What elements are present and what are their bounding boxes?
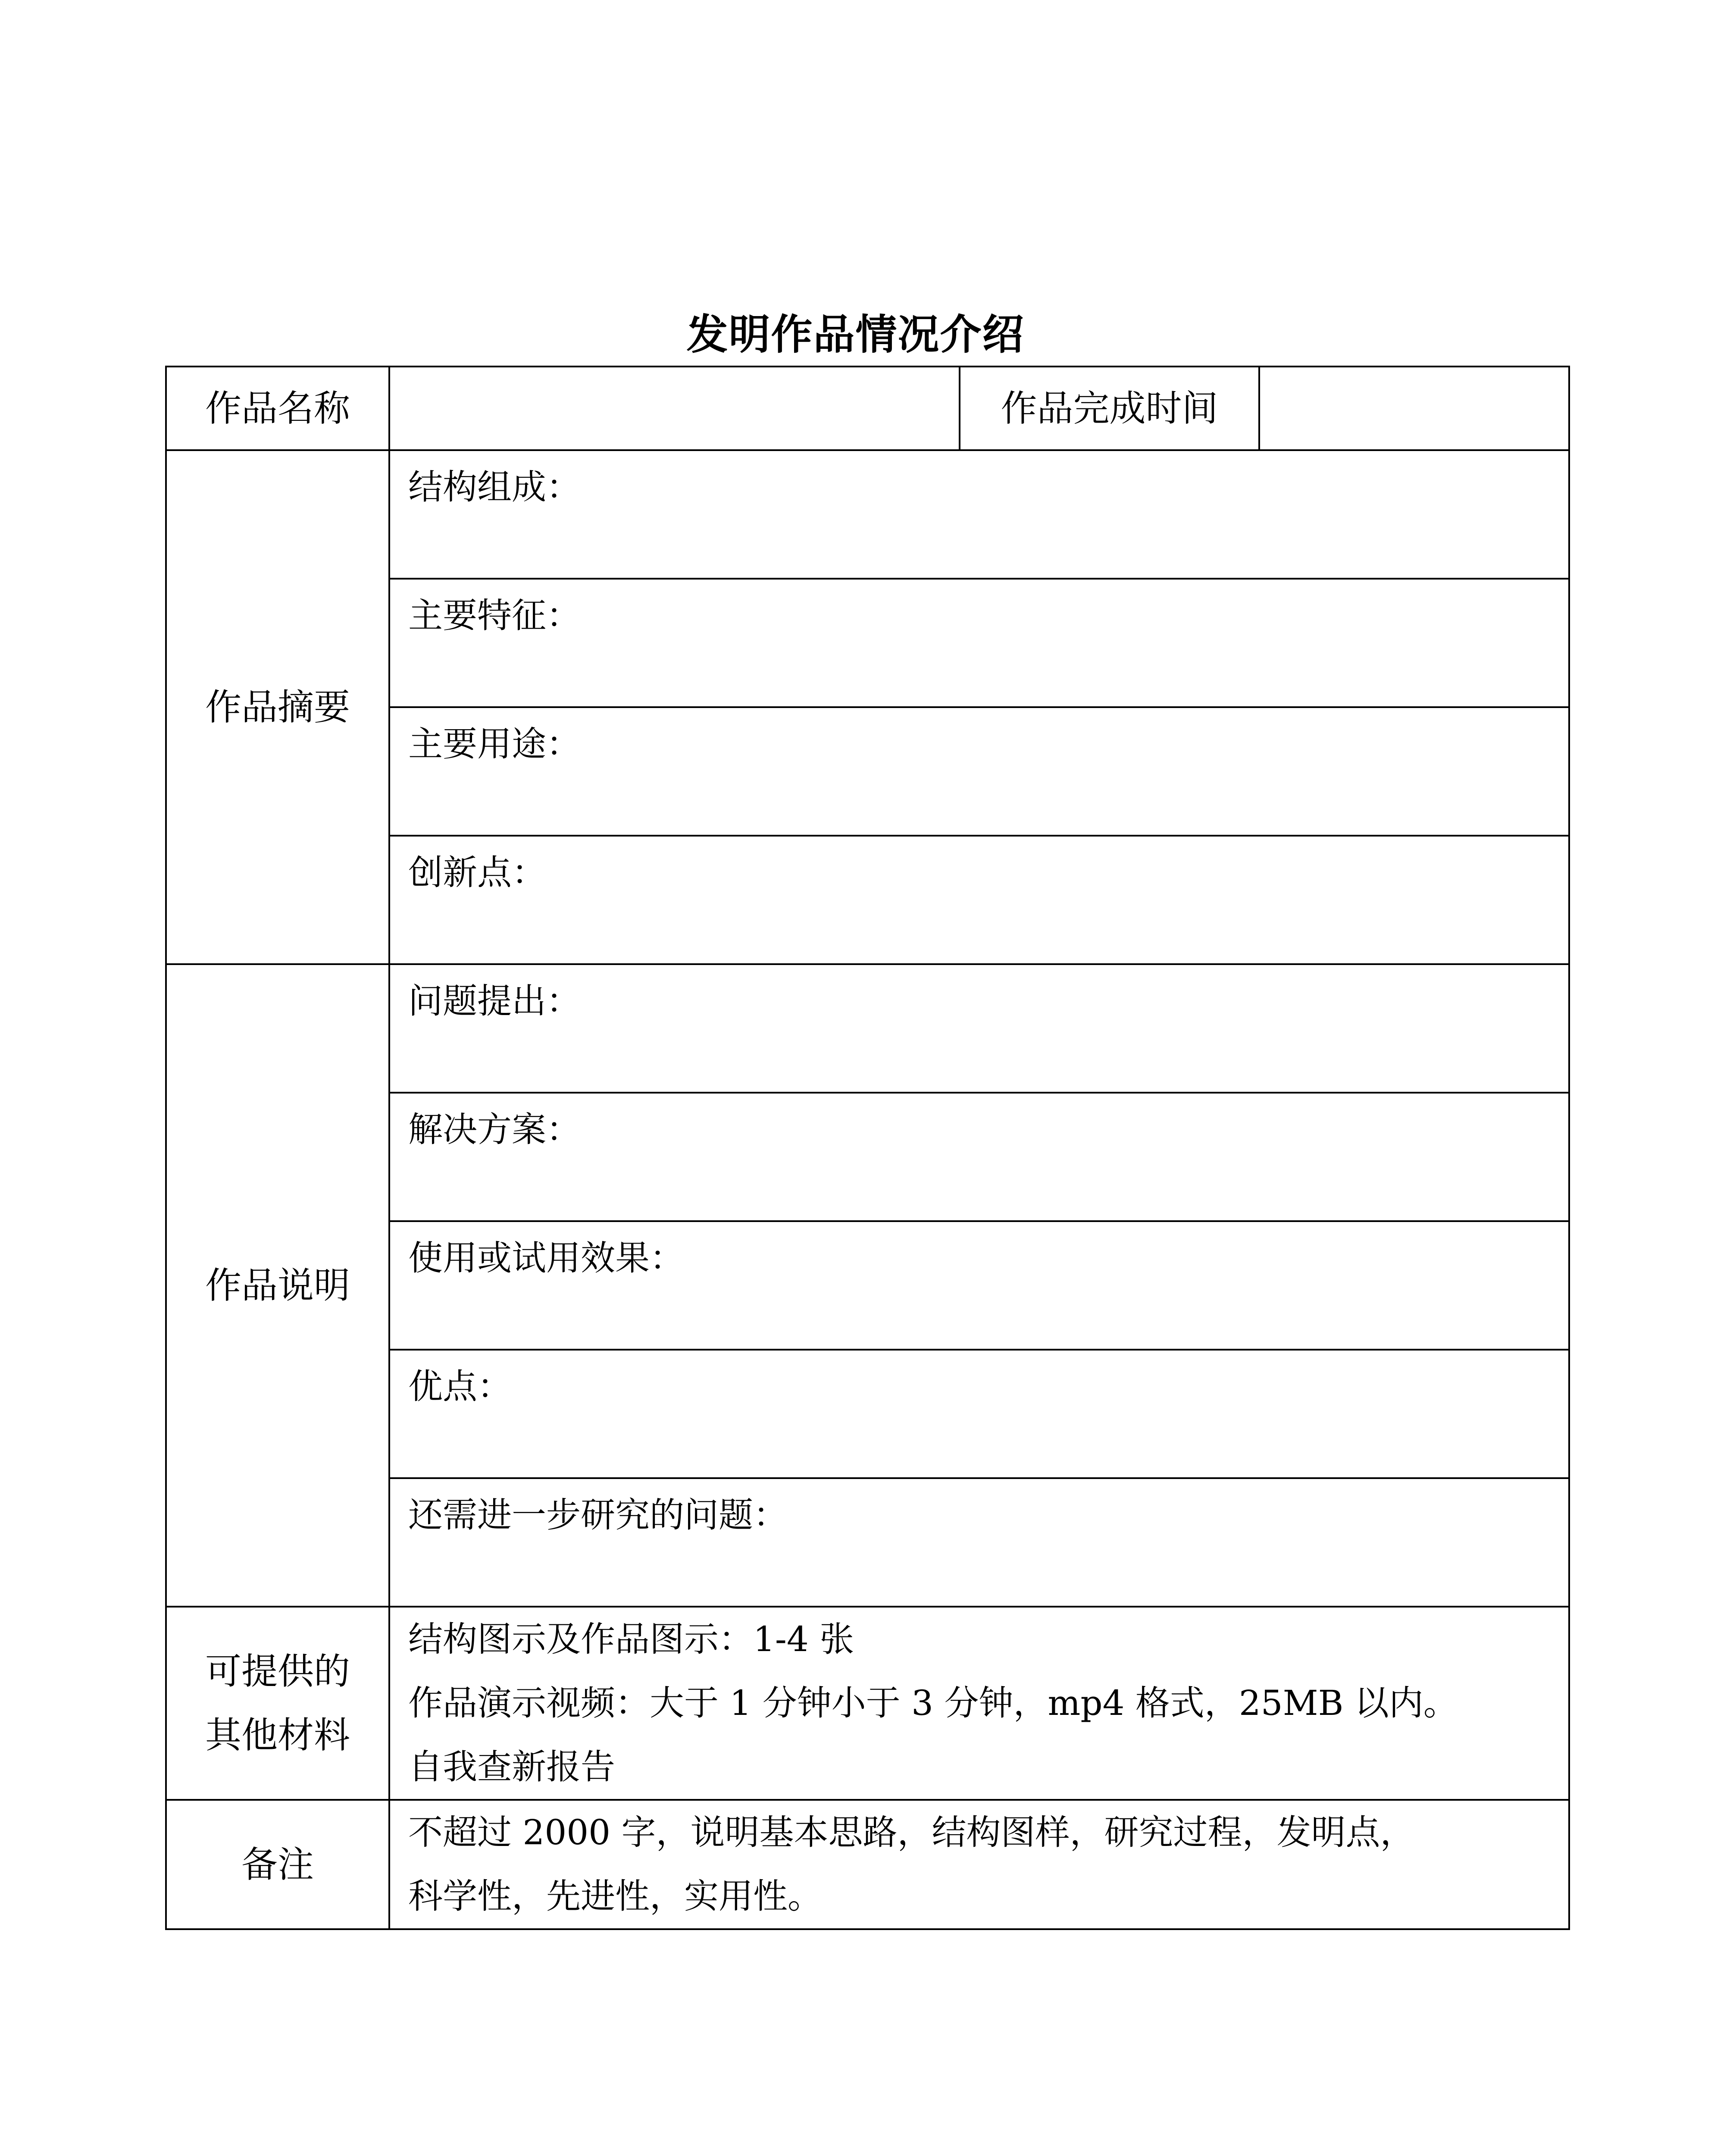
invention-info-form — [165, 366, 1570, 1930]
materials-line: 作品演示视频：大于 1 分钟小于 3 分钟，mp4 格式，25MB 以内。 — [408, 1683, 1458, 1723]
further-research-field[interactable]: 还需进一步研究的问题： — [389, 1478, 1569, 1607]
description-row — [166, 964, 1569, 1093]
notes-line: 不超过 2000 字，说明基本思路，结构图样，研究过程，发明点， — [408, 1812, 1415, 1852]
problem-field[interactable]: 问题提出： — [389, 964, 1569, 1093]
main-uses-field[interactable]: 主要用途： — [389, 707, 1569, 836]
work-name-field[interactable] — [389, 367, 960, 450]
completion-time-label: 作品完成时间 — [960, 367, 1259, 450]
materials-label-line: 可提供的 — [205, 1650, 350, 1692]
notes-line: 科学性，先进性，实用性。 — [408, 1876, 822, 1916]
materials-line: 自我查新报告 — [408, 1747, 615, 1787]
structure-field[interactable]: 结构组成： — [389, 450, 1569, 579]
materials-row — [166, 1607, 1569, 1800]
notes-row — [166, 1800, 1569, 1929]
main-features-field[interactable]: 主要特征： — [389, 579, 1569, 707]
materials-line: 结构图示及作品图示：1-4 张 — [408, 1619, 854, 1659]
document-title: 发明作品情况介绍 — [686, 310, 1025, 359]
notes-label: 备注 — [166, 1800, 389, 1929]
summary-label: 作品摘要 — [166, 450, 389, 964]
materials-label — [166, 1607, 389, 1800]
materials-content — [389, 1607, 1569, 1800]
materials-label-line: 其他材料 — [205, 1714, 350, 1756]
header-row — [166, 367, 1569, 450]
notes-content — [389, 1800, 1569, 1929]
advantages-field[interactable]: 优点： — [389, 1350, 1569, 1478]
completion-time-field[interactable] — [1259, 367, 1569, 450]
trial-effect-field[interactable]: 使用或试用效果： — [389, 1221, 1569, 1350]
description-label: 作品说明 — [166, 964, 389, 1607]
summary-row — [166, 450, 1569, 579]
work-name-label: 作品名称 — [166, 367, 389, 450]
innovation-field[interactable]: 创新点： — [389, 836, 1569, 964]
solution-field[interactable]: 解决方案： — [389, 1093, 1569, 1221]
